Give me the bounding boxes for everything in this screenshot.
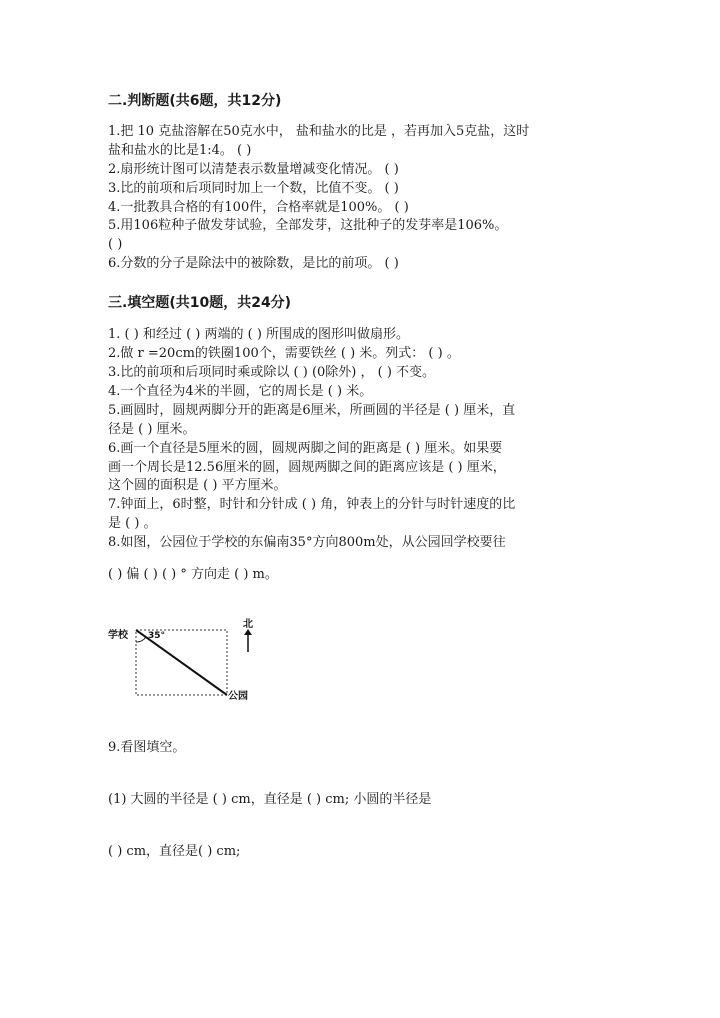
q3-9-part1-line-2: ( ) cm，直径是( ) cm; <box>108 844 241 859</box>
north-arrow-icon <box>244 629 252 652</box>
q3-1: 1. ( ) 和经过 ( ) 两端的 ( ) 所围成的图形叫做扇形。 <box>108 327 410 342</box>
q3-6-line-1: 6.画一个直径是5厘米的圆，圆规两脚之间的距离是 ( ) 厘米。如果要 <box>108 441 503 456</box>
q3-8-answer-line: ( ) 偏 ( ) ( ) ° 方向走 ( ) m。 <box>108 567 278 582</box>
q2-6: 6.分数的分子是除法中的被除数，是比的前项。 ( ) <box>108 256 399 271</box>
q2-1-line-1: 1.把 10 克盐溶解在50克水中， 盐和盐水的比是 ，若再加入5克盐，这时 <box>108 124 530 139</box>
q2-1-line-2: 盐和盐水的比是1:4。 ( ) <box>108 143 252 158</box>
q3-7-line-2: 是 ( ) 。 <box>108 516 157 531</box>
q3-5-line-1: 5.画圆时，圆规两脚分开的距离是6厘米，所画圆的半径是 ( ) 厘米，直 <box>108 403 516 418</box>
q3-6-line-3: 这个圆的面积是 ( ) 平方厘米。 <box>108 478 287 493</box>
park-label: 公园 <box>228 691 248 702</box>
q3-3: 3.比的前项和后项同时乘或除以 ( ) (0除外) ， ( ) 不变。 <box>108 365 436 380</box>
q2-5-line-1: 5.用106粒种子做发芽试验，全部发芽，这批种子的发芽率是106%。 <box>108 218 508 233</box>
q3-8-line-1: 8.如图，公园位于学校的东偏南35°方向800m处，从公园回学校要往 <box>108 535 506 550</box>
section-3-title: 三.填空题(共10题，共24分) <box>108 295 292 311</box>
q3-9-title: 9.看图填空。 <box>108 740 186 755</box>
angle-arc <box>136 637 146 642</box>
q2-3: 3.比的前项和后项同时加上一个数，比值不变。 ( ) <box>108 181 399 196</box>
q3-5-line-2: 径是 ( ) 厘米。 <box>108 422 196 437</box>
section-2-title: 二.判断题(共6题，共12分) <box>108 93 282 109</box>
q3-4: 4.一个直径为4米的半圆，它的周长是 ( ) 米。 <box>108 384 373 399</box>
q3-9-part1-line-1: (1) 大圆的半径是 ( ) cm，直径是 ( ) cm; 小圆的半径是 <box>108 792 432 807</box>
angle-label: 35° <box>148 631 166 641</box>
school-park-diagram <box>108 615 268 705</box>
q3-2: 2.做 r =20cm的铁圈100个，需要铁丝 ( ) 米。列式： ( ) 。 <box>108 346 460 361</box>
school-label: 学校 <box>108 630 128 641</box>
q2-5-line-2: ( ) <box>108 237 123 252</box>
north-label: 北 <box>243 619 253 630</box>
q2-2: 2.扇形统计图可以清楚表示数量增减变化情况。 ( ) <box>108 162 399 177</box>
q2-4: 4.一批教具合格的有100件，合格率就是100%。 ( ) <box>108 200 409 215</box>
q3-6-line-2: 画一个周长是12.56厘米的圆，圆规两脚之间的距离应该是 ( ) 厘米， <box>108 460 506 475</box>
q3-7-line-1: 7.钟面上，6时整，时针和分针成 ( ) 角，钟表上的分针与时针速度的比 <box>108 497 516 512</box>
